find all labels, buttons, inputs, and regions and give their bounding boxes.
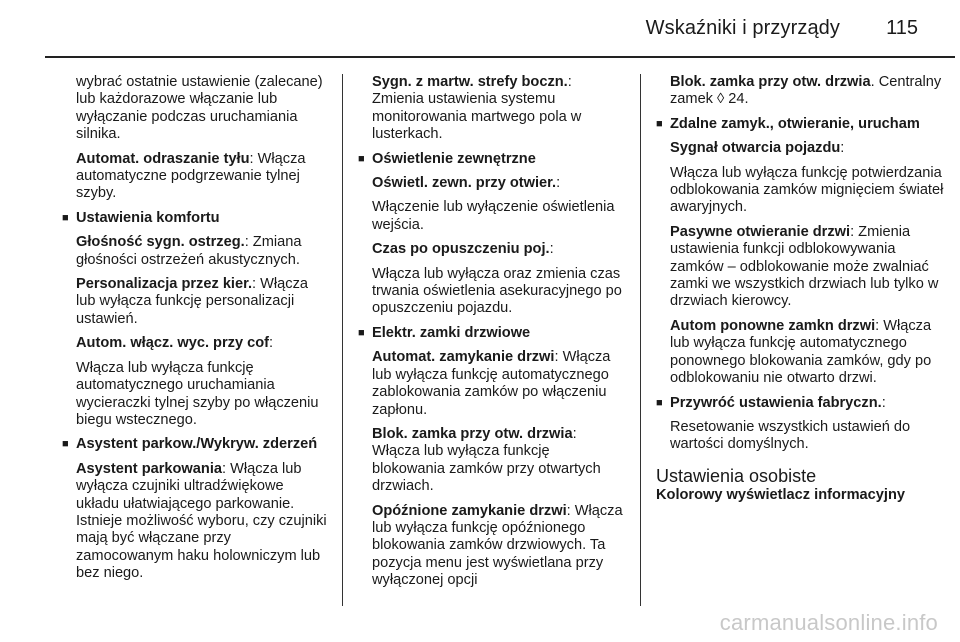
menu-term: Asystent parkowania [76,460,222,477]
menu-term: Personalizacja przez kier. [76,276,253,293]
menu-term: Blok. zamka przy otw. drzwia [372,425,573,442]
paragraph [372,426,626,496]
menu-term: Sygn. z martw. strefy boczn. [372,74,568,90]
paragraph-text: : Włącza lub wyłącza funkcję automatycznego zablokowania zamków po włączeniu zapłonu. [372,349,611,418]
header-title: Wskaźniki i przyrządy [645,17,840,39]
paragraph-text: : Włącza lub wyłącza czujniki ultradźwiękowe układu ułatwiającego parkowanie. Istnieje możliwość wyboru, czy czujniki mają być włączane przy zamocowanym haku holowniczym lub bez niego. [76,460,327,582]
bullet-heading: ■ Zdalne zamyk., otwieranie, urucham [656,116,946,133]
menu-term: Blok. zamka przy otw. drzwia [670,74,871,90]
paragraph: Włączenie lub wyłączenie oświetlenia wejścia. [372,199,615,233]
menu-term: Automat. zamykanie drzwi [372,349,555,366]
paragraph [372,74,626,144]
column-divider-1 [342,74,343,606]
menu-term: Automat. odraszanie tyłu [76,150,250,167]
bullet-heading: ■ Asystent parkow./Wykryw. zderzeń [62,436,330,453]
paragraph-text: : Zmienia ustawienia funkcji odblokowywania zamków – odblokowanie może zwalniać zamki we wszystkich drzwiach lub tylko w drzwiach kierowcy. [670,223,939,310]
paragraph-text: : Włącza lub wyłącza funkcję automatycznego ponownego blokowania zamków, gdy po odblokowaniu nie otwarto drzwi. [670,317,932,387]
paragraph [670,224,946,311]
column-divider-2 [640,74,641,606]
paragraph-text: : Zmiana głośności ostrzeżeń akustycznych. [76,234,302,268]
menu-term: Czas po opuszczeniu poj. [372,241,550,258]
paragraph [372,503,626,590]
paragraph-text: : Włącza automatyczne podgrzewanie tylnej szyby. [76,150,306,202]
menu-term: Głośność sygn. ostrzeg. [76,234,245,251]
menu-term: Sygnał otwarcia pojazdu [670,140,841,157]
column-2 [358,74,626,597]
bullet-heading: ■ Elektr. zamki drzwiowe [358,325,626,342]
paragraph [372,349,626,419]
paragraph [670,318,946,388]
subsection-title: Kolorowy wyświetlacz informacyjny [656,487,905,504]
paragraph [670,74,946,109]
menu-term: Oświetl. zewn. przy otwier. [372,175,557,192]
menu-term: Opóźnione zamykanie drzwi [372,502,567,519]
paragraph [372,241,626,258]
menu-term: Pasywne otwieranie drzwi [670,223,851,240]
bullet-heading: ■ Ustawienia komfortu [62,210,330,227]
page-number: 115 [886,17,918,39]
paragraph-text: : [840,140,845,157]
paragraph: Resetowanie wszystkich ustawień do wartości domyślnych. [670,418,911,453]
menu-term: Autom ponowne zamkn drzwi [670,317,876,334]
menu-term: Autom. włącz. wyc. przy cof [76,335,270,352]
column-3 [656,74,946,505]
watermark: carmanualsonline.info [719,610,938,635]
paragraph [76,461,330,583]
paragraph-text: : [881,394,886,411]
paragraph [76,234,330,269]
paragraph: Włącza lub wyłącza funkcję automatycznego uruchamiania wycieraczki tylnej szyby po włączeniu biegu wstecznego. [76,359,319,428]
page-header [0,0,960,56]
paragraph-text: . Centralny zamek ◊ 24. [670,74,942,108]
paragraph: wybrać ostatnie ustawienie (zalecane) lub każdorazowe włączanie lub wyłączanie podczas uruchamiania silnika. [76,74,323,143]
paragraph-text: : Włącza lub wyłącza funkcję blokowania zamków przy otwartych drzwiach. [372,425,601,495]
paragraph: Włącza lub wyłącza oraz zmienia czas trwania oświetlenia asekuracyjnego po opuszczeniu pojazdu. [372,265,622,317]
paragraph [76,151,330,203]
paragraph-text: : [269,335,274,352]
column-1 [62,74,330,590]
paragraph [76,276,330,328]
paragraph [372,175,626,192]
bullet-heading-text: Przywróć ustawienia fabryczn. [670,394,882,411]
header-rule [45,56,955,58]
paragraph-text: : Zmienia ustawienia systemu monitorowania martwego pola w lusterkach. [372,74,582,143]
section-title: Ustawienia osobiste [656,465,817,486]
paragraph [670,140,946,157]
paragraph-text: : Włącza lub wyłącza funkcję personalizacji ustawień. [76,276,308,327]
paragraph-text: : [549,241,554,258]
bullet-heading: ■ Oświetlenie zewnętrzne [358,151,626,168]
paragraph: Włącza lub wyłącza funkcję potwierdzania odblokowania zamków mignięciem świateł awaryjnych. [670,164,944,216]
paragraph-text: : [556,175,561,192]
bullet-heading [656,395,946,412]
paragraph [76,335,330,352]
paragraph-text: : Włącza lub wyłącza funkcję opóźnionego blokowania zamków drzwiowych. Ta pozycja menu jest wyświetlana przy wyłączonej opcji [372,502,623,589]
